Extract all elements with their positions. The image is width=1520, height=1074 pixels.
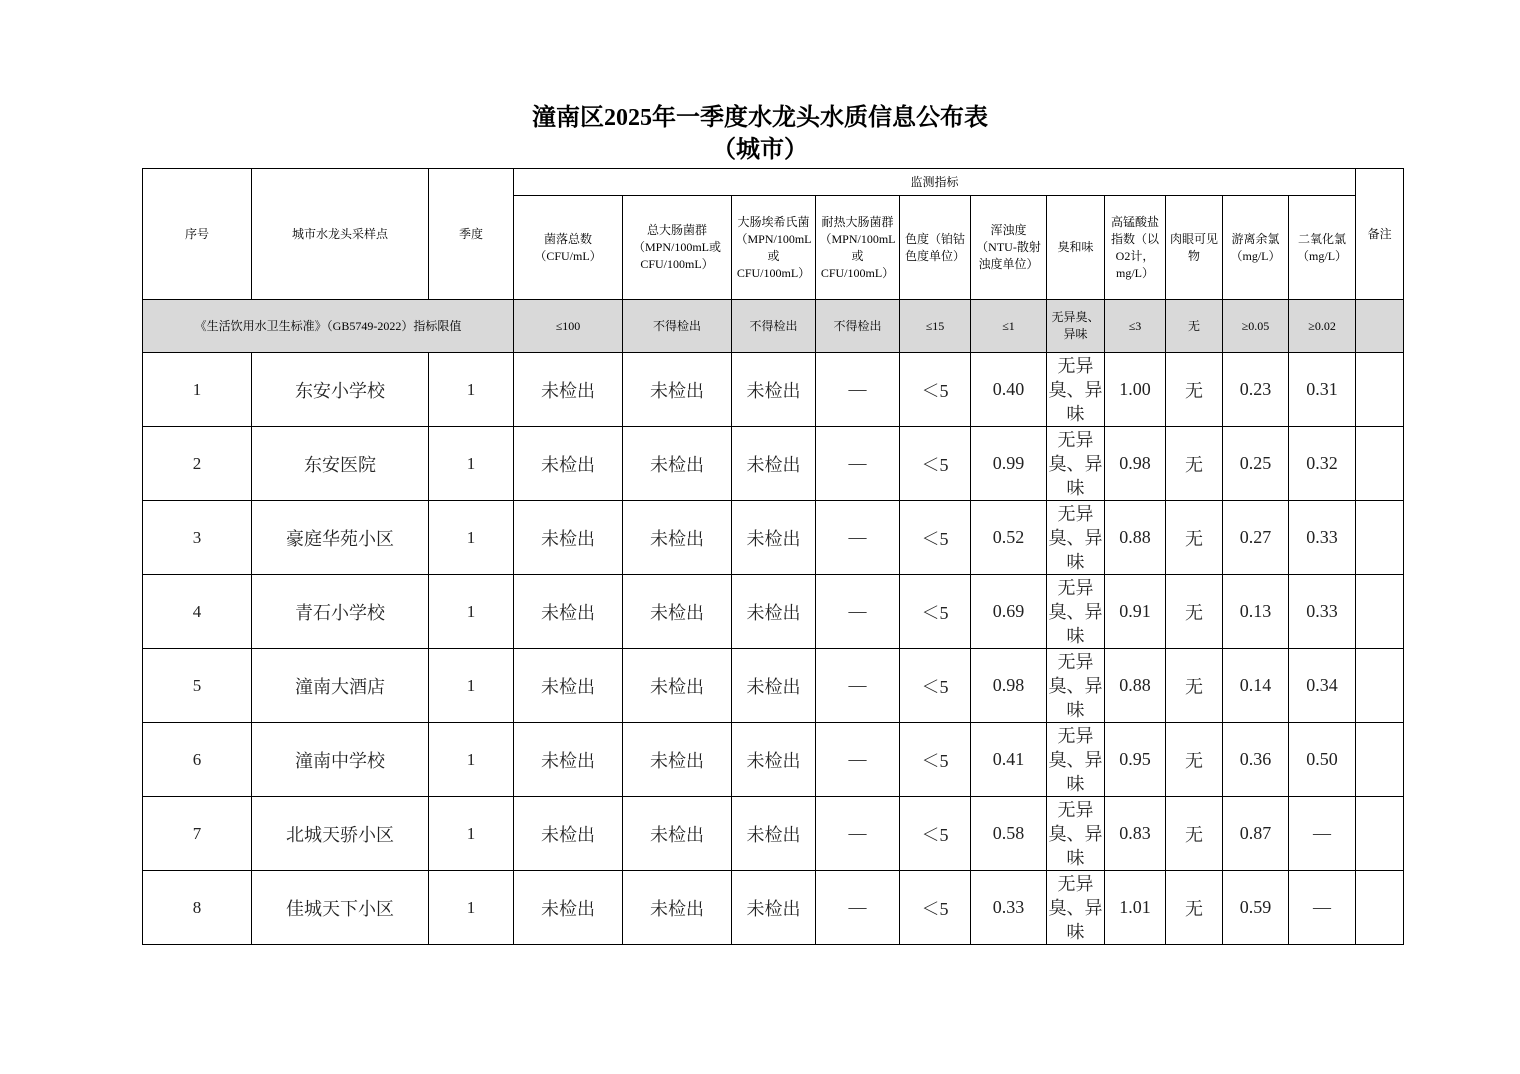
standard-value: 不得检出 xyxy=(816,300,900,353)
row-value: 未检出 xyxy=(732,501,816,575)
row-value: ＜5 xyxy=(900,501,971,575)
row-site: 潼南中学校 xyxy=(252,723,429,797)
header-remark: 备注 xyxy=(1356,169,1404,300)
row-value: 未检出 xyxy=(623,427,732,501)
row-value: — xyxy=(816,353,900,427)
row-value: 未检出 xyxy=(732,649,816,723)
row-value: 0.41 xyxy=(971,723,1047,797)
row-quarter: 1 xyxy=(429,353,514,427)
row-value: — xyxy=(816,797,900,871)
row-seq: 3 xyxy=(143,501,252,575)
row-quarter: 1 xyxy=(429,501,514,575)
row-value: 未检出 xyxy=(514,723,623,797)
header-indicator: 耐热大肠菌群（MPN/100mL或CFU/100mL） xyxy=(816,196,900,300)
row-value: 未检出 xyxy=(514,575,623,649)
row-site: 豪庭华苑小区 xyxy=(252,501,429,575)
row-value: 无异臭、异味 xyxy=(1047,427,1105,501)
row-value: ＜5 xyxy=(900,723,971,797)
row-value: ＜5 xyxy=(900,797,971,871)
row-value: 无 xyxy=(1166,427,1223,501)
row-value: 未检出 xyxy=(514,353,623,427)
row-value: ＜5 xyxy=(900,649,971,723)
row-value: 无异臭、异味 xyxy=(1047,649,1105,723)
row-value: ＜5 xyxy=(900,353,971,427)
row-value: 0.99 xyxy=(971,427,1047,501)
row-value: 0.13 xyxy=(1223,575,1289,649)
row-remark xyxy=(1356,871,1404,945)
header-indicator: 游离余氯（mg/L） xyxy=(1223,196,1289,300)
standard-value: ≥0.02 xyxy=(1289,300,1356,353)
row-value: 0.58 xyxy=(971,797,1047,871)
row-value: 0.83 xyxy=(1105,797,1166,871)
row-seq: 8 xyxy=(143,871,252,945)
row-remark xyxy=(1356,723,1404,797)
row-value: 未检出 xyxy=(514,427,623,501)
row-value: — xyxy=(816,871,900,945)
row-value: 未检出 xyxy=(514,501,623,575)
row-quarter: 1 xyxy=(429,575,514,649)
row-value: 0.33 xyxy=(1289,575,1356,649)
row-quarter: 1 xyxy=(429,427,514,501)
row-value: 无异臭、异味 xyxy=(1047,797,1105,871)
row-remark xyxy=(1356,649,1404,723)
row-seq: 4 xyxy=(143,575,252,649)
row-value: 未检出 xyxy=(732,427,816,501)
row-site: 北城天骄小区 xyxy=(252,797,429,871)
row-value: — xyxy=(816,575,900,649)
row-value: 未检出 xyxy=(623,649,732,723)
row-value: ＜5 xyxy=(900,427,971,501)
row-value: 未检出 xyxy=(732,723,816,797)
row-value: 0.40 xyxy=(971,353,1047,427)
standard-value: ≥0.05 xyxy=(1223,300,1289,353)
standard-remark xyxy=(1356,300,1404,353)
header-indicator: 肉眼可见物 xyxy=(1166,196,1223,300)
row-value: 0.59 xyxy=(1223,871,1289,945)
header-indicator: 大肠埃希氏菌（MPN/100mL或CFU/100mL） xyxy=(732,196,816,300)
row-value: 未检出 xyxy=(623,353,732,427)
row-seq: 6 xyxy=(143,723,252,797)
row-value: 0.33 xyxy=(1289,501,1356,575)
row-value: 未检出 xyxy=(732,797,816,871)
row-value: 未检出 xyxy=(732,871,816,945)
standard-value: 无 xyxy=(1166,300,1223,353)
row-value: 无 xyxy=(1166,649,1223,723)
row-value: 0.50 xyxy=(1289,723,1356,797)
row-value: 1.01 xyxy=(1105,871,1166,945)
row-quarter: 1 xyxy=(429,649,514,723)
row-value: — xyxy=(816,501,900,575)
row-value: 0.34 xyxy=(1289,649,1356,723)
header-indicator: 浑浊度（NTU-散射浊度单位） xyxy=(971,196,1047,300)
row-value: 未检出 xyxy=(623,501,732,575)
row-value: 0.98 xyxy=(971,649,1047,723)
row-value: 1.00 xyxy=(1105,353,1166,427)
row-value: 无异臭、异味 xyxy=(1047,353,1105,427)
table-row xyxy=(143,501,1404,575)
row-site: 青石小学校 xyxy=(252,575,429,649)
standard-value: ≤100 xyxy=(514,300,623,353)
row-value: — xyxy=(1289,871,1356,945)
row-remark xyxy=(1356,797,1404,871)
row-value: 无 xyxy=(1166,575,1223,649)
header-indicator: 臭和味 xyxy=(1047,196,1105,300)
row-value: 无异臭、异味 xyxy=(1047,871,1105,945)
standard-value: ≤1 xyxy=(971,300,1047,353)
row-seq: 1 xyxy=(143,353,252,427)
header-indicator: 色度（铂钴色度单位） xyxy=(900,196,971,300)
header-monitor: 监测指标 xyxy=(514,169,1356,196)
row-value: 0.87 xyxy=(1223,797,1289,871)
row-value: 0.69 xyxy=(971,575,1047,649)
row-value: 无 xyxy=(1166,871,1223,945)
row-value: 0.88 xyxy=(1105,649,1166,723)
row-value: 无异臭、异味 xyxy=(1047,723,1105,797)
row-value: 0.25 xyxy=(1223,427,1289,501)
row-value: 0.36 xyxy=(1223,723,1289,797)
row-remark xyxy=(1356,427,1404,501)
row-value: 未检出 xyxy=(732,353,816,427)
row-value: 无 xyxy=(1166,797,1223,871)
row-value: 无 xyxy=(1166,723,1223,797)
standard-value: 无异臭、异味 xyxy=(1047,300,1105,353)
water-quality-table xyxy=(142,168,1404,945)
row-value: 未检出 xyxy=(623,871,732,945)
row-remark xyxy=(1356,353,1404,427)
row-value: 0.33 xyxy=(971,871,1047,945)
table-row xyxy=(143,353,1404,427)
standard-value: 不得检出 xyxy=(732,300,816,353)
row-remark xyxy=(1356,501,1404,575)
row-remark xyxy=(1356,575,1404,649)
header-seq: 序号 xyxy=(143,169,252,300)
row-value: — xyxy=(1289,797,1356,871)
row-value: 未检出 xyxy=(514,649,623,723)
row-value: 未检出 xyxy=(623,575,732,649)
row-value: ＜5 xyxy=(900,575,971,649)
row-seq: 5 xyxy=(143,649,252,723)
table-row xyxy=(143,427,1404,501)
row-value: 无 xyxy=(1166,501,1223,575)
row-value: 0.91 xyxy=(1105,575,1166,649)
row-value: 未检出 xyxy=(623,723,732,797)
row-value: 0.98 xyxy=(1105,427,1166,501)
row-value: 0.32 xyxy=(1289,427,1356,501)
standard-value: 不得检出 xyxy=(623,300,732,353)
row-value: 未检出 xyxy=(623,797,732,871)
row-site: 佳城天下小区 xyxy=(252,871,429,945)
page-subtitle: （城市） xyxy=(712,137,808,163)
row-quarter: 1 xyxy=(429,797,514,871)
row-value: 0.23 xyxy=(1223,353,1289,427)
table-row xyxy=(143,797,1404,871)
standard-value: ≤15 xyxy=(900,300,971,353)
row-seq: 2 xyxy=(143,427,252,501)
row-value: 未检出 xyxy=(732,575,816,649)
row-quarter: 1 xyxy=(429,871,514,945)
row-value: 无异臭、异味 xyxy=(1047,501,1105,575)
table-row xyxy=(143,649,1404,723)
row-value: — xyxy=(816,427,900,501)
row-site: 东安医院 xyxy=(252,427,429,501)
row-value: 无异臭、异味 xyxy=(1047,575,1105,649)
row-value: 0.27 xyxy=(1223,501,1289,575)
table-row xyxy=(143,871,1404,945)
row-value: 无 xyxy=(1166,353,1223,427)
header-indicator: 二氧化氯（mg/L） xyxy=(1289,196,1356,300)
row-value: — xyxy=(816,649,900,723)
row-quarter: 1 xyxy=(429,723,514,797)
row-seq: 7 xyxy=(143,797,252,871)
standard-label: 《生活饮用水卫生标准》（GB5749-2022）指标限值 xyxy=(143,300,514,353)
header-site: 城市水龙头采样点 xyxy=(252,169,429,300)
header-indicator: 高锰酸盐指数（以O2计，mg/L） xyxy=(1105,196,1166,300)
row-value: — xyxy=(816,723,900,797)
standard-value: ≤3 xyxy=(1105,300,1166,353)
header-indicator: 菌落总数（CFU/mL） xyxy=(514,196,623,300)
table-row xyxy=(143,723,1404,797)
row-value: 未检出 xyxy=(514,797,623,871)
row-value: 0.31 xyxy=(1289,353,1356,427)
row-value: 0.95 xyxy=(1105,723,1166,797)
row-value: ＜5 xyxy=(900,871,971,945)
header-quarter: 季度 xyxy=(429,169,514,300)
row-site: 东安小学校 xyxy=(252,353,429,427)
row-value: 0.14 xyxy=(1223,649,1289,723)
row-value: 0.52 xyxy=(971,501,1047,575)
header-indicator: 总大肠菌群（MPN/100mL或CFU/100mL） xyxy=(623,196,732,300)
page-title: 潼南区2025年一季度水龙头水质信息公布表 xyxy=(532,105,988,131)
row-value: 未检出 xyxy=(514,871,623,945)
row-site: 潼南大酒店 xyxy=(252,649,429,723)
table-row xyxy=(143,575,1404,649)
row-value: 0.88 xyxy=(1105,501,1166,575)
